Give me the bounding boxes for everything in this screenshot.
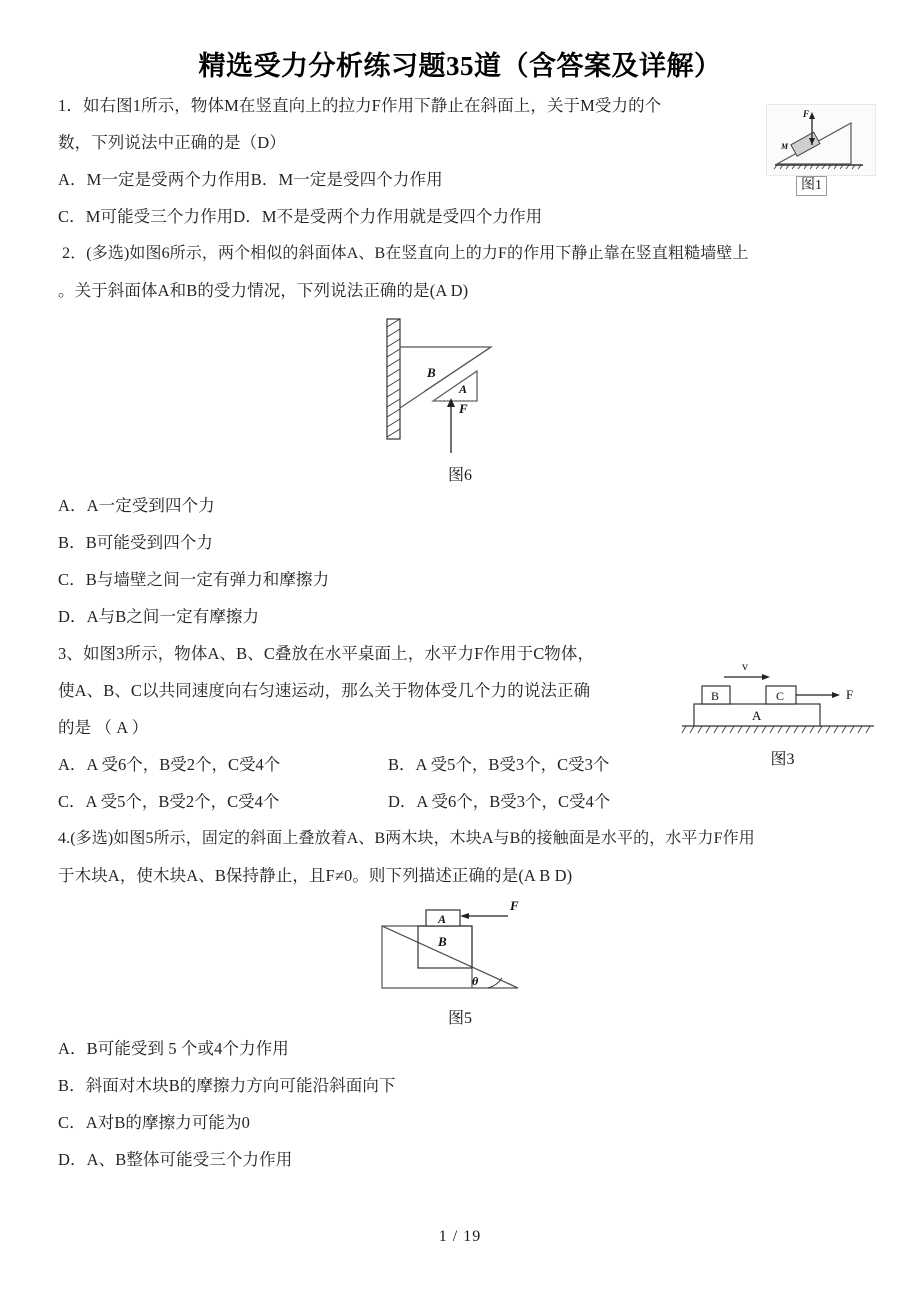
figure-5-caption: 图5	[447, 1010, 472, 1027]
question-2	[58, 235, 862, 635]
figure-1-block-label: M	[781, 142, 789, 151]
question-4-line-1: 4.(多选)如图5所示，固定的斜面上叠放着A、B两木块，木块A与B的接触面是水平的，水平力F作用	[58, 830, 755, 847]
question-3-option-row-2	[58, 783, 862, 820]
question-4-option-b: B．斜面对木块B的摩擦力方向可能沿斜面向下	[58, 1076, 396, 1095]
question-3-option-b: B．A 受5个，B受3个，C受3个	[388, 755, 610, 774]
figure-5	[360, 896, 560, 1030]
page-title: 精选受力分析练习题35道（含答案及详解）	[198, 51, 722, 81]
question-1	[58, 87, 862, 235]
figure-1-caption: 图1	[796, 176, 827, 196]
figure-3-caption: 图3	[770, 751, 795, 768]
question-2-line-1: 2．(多选)如图6所示，两个相似的斜面体A、B在竖直向上的力F的作用下静止靠在竖直粗糙墙壁上	[58, 245, 749, 262]
figure-1-force-label: F	[803, 109, 810, 119]
figure-6	[360, 313, 560, 487]
figure-6-caption: 图6	[447, 467, 472, 484]
question-1-option-cd: C．M可能受三个力作用D．M不是受两个力作用就是受四个力作用	[58, 207, 543, 226]
page-footer: 1 / 19	[438, 1228, 482, 1245]
question-3-option-row-1	[58, 746, 862, 783]
question-3-line-2: 使A、B、C以共同速度向右匀速运动，那么关于物体受几个力的说法正确	[58, 681, 591, 700]
figure-5-label-b: B	[438, 934, 447, 949]
question-1-line-1: 1．如右图1所示，物体M在竖直向上的拉力F作用下静止在斜面上，关于M受力的个	[58, 96, 662, 115]
figure-6-label-b: B	[427, 365, 436, 380]
figure-3-label-v: v	[741, 659, 748, 673]
question-4	[58, 820, 862, 1178]
question-2-option-b: B．B可能受到四个力	[58, 533, 214, 552]
question-4-option-d: D．A、B整体可能受三个力作用	[58, 1150, 293, 1169]
question-3-option-a: A．A 受6个，B受2个，C受4个	[58, 755, 281, 774]
figure-5-svg	[360, 896, 560, 1006]
question-3-line-3: 的是 （ A ）	[58, 718, 149, 737]
figure-3-label-a: A	[751, 708, 761, 723]
question-4-option-c: C．A对B的摩擦力可能为0	[58, 1113, 250, 1132]
question-2-option-d: D．A与B之间一定有摩擦力	[58, 607, 260, 626]
figure-6-label-a: A	[459, 382, 468, 396]
question-4-option-a: A．B可能受到 5 个或4个力作用	[58, 1039, 289, 1058]
question-4-line-2: 于木块A，使木块A、B保持静止，且F≠0。则下列描述正确的是(A B D)	[58, 866, 573, 885]
question-1-line-2: 数，下列说法中正确的是（D）	[58, 133, 286, 152]
question-3	[58, 635, 862, 820]
figure-3-label-c: C	[775, 689, 784, 703]
figure-5-label-theta: θ	[472, 974, 479, 988]
figure-5-label-f: F	[510, 898, 519, 913]
question-3-line-1: 3、如图3所示，物体A、B、C叠放在水平桌面上，水平力F作用于C物体，	[58, 644, 595, 663]
question-1-option-ab: A．M一定是受两个力作用B．M一定是受四个力作用	[58, 170, 443, 189]
figure-3-label-f: F	[845, 687, 853, 702]
question-2-line-2: 。关于斜面体A和B的受力情况，下列说法正确的是(A D)	[58, 281, 469, 300]
figure-6-label-f: F	[459, 401, 468, 416]
question-2-option-a: A．A一定受到四个力	[58, 496, 215, 515]
figure-3-label-b: B	[710, 689, 719, 703]
figure-6-svg	[365, 313, 555, 463]
question-3-option-d: D．A 受6个，B受3个，C受4个	[388, 792, 611, 811]
question-2-option-c: C．B与墙壁之间一定有弹力和摩擦力	[58, 570, 330, 589]
figure-5-label-a: A	[438, 912, 447, 926]
question-3-option-c: C．A 受5个，B受2个，C受4个	[58, 792, 280, 811]
